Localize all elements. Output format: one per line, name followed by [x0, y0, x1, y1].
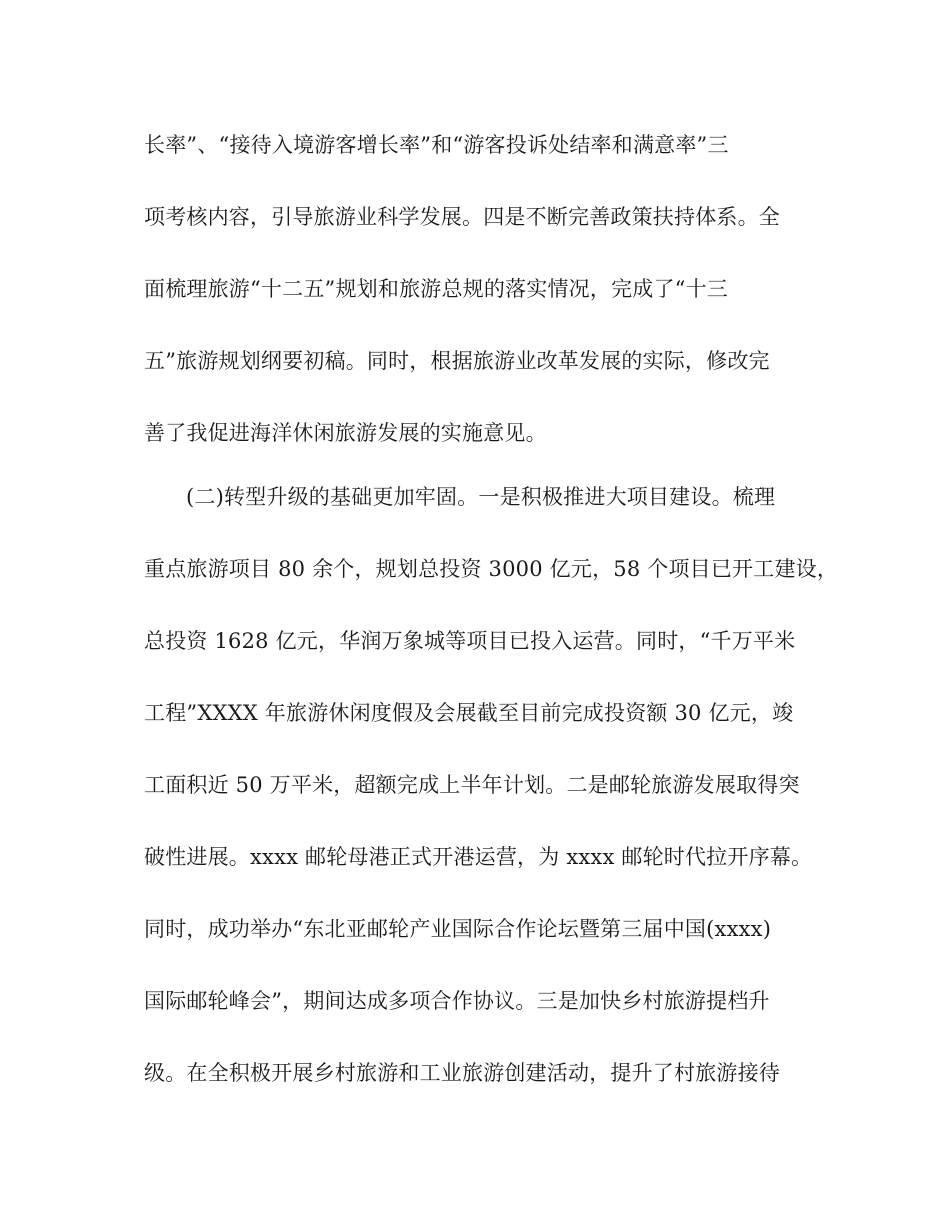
text-line-12: 同时，成功举办“东北亚邮轮产业国际合作论坛暨第三届中国(xxxx) [144, 917, 772, 941]
text-line-10: 工面积近 50 万平米，超额完成上半年计划。二是邮轮旅游发展取得突 [144, 773, 800, 797]
text-line-8: 总投资 1628 亿元，华润万象城等项目已投入运营。同时，“千万平米 [144, 629, 796, 653]
text-line-2: 项考核内容，引导旅游业科学发展。四是不断完善政策扶持体系。全 [144, 205, 780, 229]
text-line-11: 破性进展。xxxx 邮轮母港正式开港运营，为 xxxx 邮轮时代拉开序幕。 [144, 845, 813, 869]
text-line-7: 重点旅游项目 80 余个，规划总投资 3000 亿元，58 个项目已开工建设， [144, 557, 839, 581]
text-line-1: 长率”、“接待入境游客增长率”和“游客投诉处结率和满意率”三 [144, 133, 729, 157]
text-line-14: 级。在全积极开展乡村旅游和工业旅游创建活动，提升了村旅游接待 [144, 1061, 780, 1085]
text-line-9: 工程”XXXX 年旅游休闲度假及会展截至目前完成投资额 30 亿元，竣 [144, 701, 794, 725]
text-line-13: 国际邮轮峰会”，期间达成多项合作协议。三是加快乡村旅游提档升 [144, 989, 770, 1013]
paragraph-heading-line: (二)转型升级的基础更加牢固。一是积极推进大项目建设。梳理 [186, 485, 776, 509]
text-line-5: 善了我促进海洋休闲旅游发展的实施意见。 [144, 421, 547, 445]
text-line-4: 五”旅游规划纲要初稿。同时，根据旅游业改革发展的实际，修改完 [144, 349, 770, 373]
text-line-3: 面梳理旅游“十二五”规划和旅游总规的落实情况，完成了“十三 [144, 277, 729, 301]
